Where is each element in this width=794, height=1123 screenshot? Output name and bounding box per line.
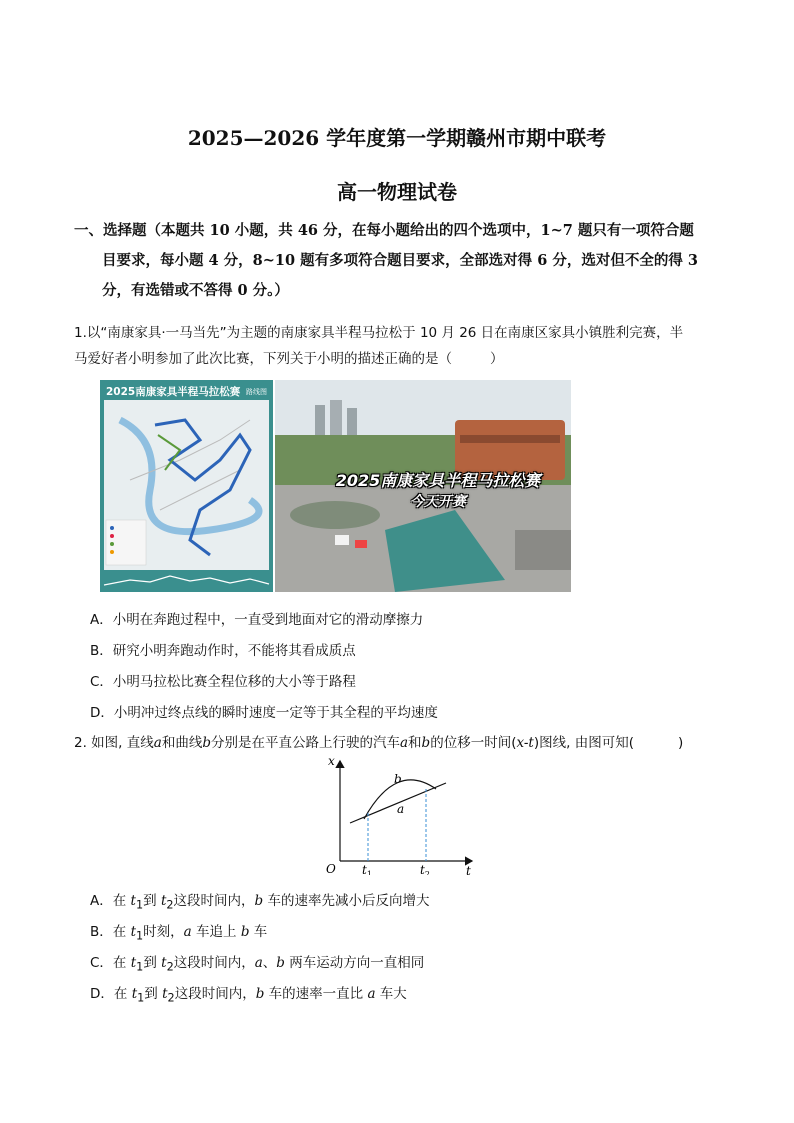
route-map-title: 2025南康家具半程马拉松赛 (106, 386, 241, 398)
xt-graph (316, 755, 476, 875)
t-axis-label: t (466, 864, 471, 875)
curve-b-label: b (394, 772, 402, 786)
question-2-option-a: A．在 $t_1$到 $t_2$这段时间内，b 车的速率先减小后反向增大 (90, 893, 430, 912)
route-map-label: 路线图 (246, 388, 267, 396)
question-1-option-d: D．小明冲过终点线的瞬时速度一定等于其全程的平均速度 (90, 705, 438, 721)
question-1-line-1: 1.以“南康家具·一马当先”为主题的南康家具半程马拉松于 10 月 26 日在南康区家具小镇胜利完赛，半 (74, 325, 684, 341)
t2-label: $t_2$ (420, 863, 430, 875)
question-1-line-2: 马爱好者小明参加了此次比赛，下列关于小明的描述正确的是（ ） (74, 351, 504, 367)
exam-title: 2025—2026 学年度第一学期赣州市期中联考 (187, 126, 607, 150)
race-banner (310, 470, 566, 512)
section-line-2: 目要求，每小题 4 分，8~10 题有多项符合题目要求，全部选对得 6 分，选对但不全的得 3 (102, 252, 698, 269)
route-map-graphic (100, 380, 273, 592)
t1-label: $t_1$ (362, 863, 372, 875)
question-2-option-c: C．在 $t_1$到 $t_2$这段时间内，a、b 两车运动方向一直相同 (90, 955, 425, 974)
section-line-3: 分，有选错或不答得 0 分。） (102, 282, 289, 299)
section-line-1: 一、选择题（本题共 10 小题，共 46 分，在每小题给出的四个选项中，1~7 题只有一项符合题 (74, 222, 694, 239)
question-1-image (100, 380, 571, 592)
xt-graph-svg (316, 755, 476, 875)
question-1-option-b: B．研究小明奔跑动作时，不能将其看成质点 (90, 643, 356, 659)
origin-label: O (326, 862, 336, 875)
exam-subtitle: 高一物理试卷 (337, 180, 457, 204)
x-axis-label: x (328, 755, 335, 768)
question-2-stem: 2. 如图, 直线a和曲线b分别是在平直公路上行驶的汽车a和b的位移一时间(x-t)图线, 由图可知( ) (74, 735, 684, 751)
route-map (100, 380, 273, 592)
question-2-option-d: D．在 $t_1$到 $t_2$这段时间内，b 车的速率一直比 a 车大 (90, 986, 407, 1005)
section-instructions (74, 216, 734, 306)
line-a-label: a (397, 802, 405, 816)
question-2-option-b: B．在 $t_1$时刻，a 车追上 b 车 (90, 924, 268, 943)
banner-line-2: 今天开赛 (410, 494, 466, 510)
question-1-stem (74, 320, 734, 372)
banner-line-1: 2025南康家具半程马拉松赛 (335, 471, 541, 490)
question-1-option-c: C．小明马拉松比赛全程位移的大小等于路程 (90, 674, 356, 690)
question-1-option-a: A．小明在奔跑过程中，一直受到地面对它的滑动摩擦力 (90, 612, 424, 628)
